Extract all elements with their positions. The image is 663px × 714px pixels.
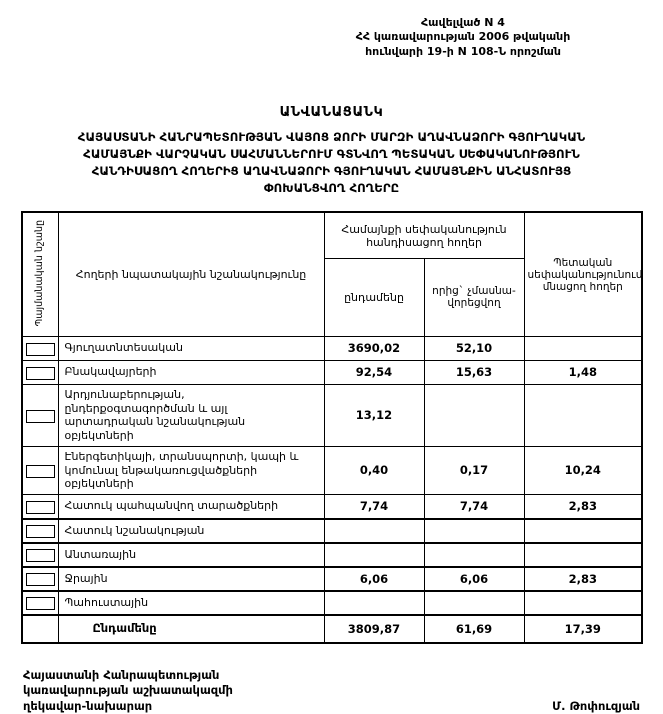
signature-block <box>21 668 642 714</box>
table-row <box>22 519 642 543</box>
value-state <box>524 591 642 615</box>
land-category-label: Ջրային <box>58 567 324 591</box>
column-header-state-property: Պետական սեփականությունում մնացող հողեր <box>524 212 642 336</box>
land-category-label: Բնակավայրերի <box>58 360 324 384</box>
conventional-sign-box <box>26 465 55 478</box>
value-state: 10,24 <box>524 446 642 494</box>
annex-line-1: Հավելված N 4 <box>421 16 505 29</box>
annex-line-2: ՀՀ կառավարության 2006 թվականի <box>355 30 571 44</box>
value-total: 13,12 <box>324 384 424 446</box>
total-value-state: 17,39 <box>524 615 642 643</box>
value-state: 2,83 <box>524 495 642 519</box>
conventional-sign-box <box>26 410 55 423</box>
land-category-label: Պահուստային <box>58 591 324 615</box>
document-subtitle <box>21 129 642 197</box>
conventional-sign-box <box>26 573 55 586</box>
value-nonprivatizable: 7,74 <box>424 495 524 519</box>
value-nonprivatizable <box>424 591 524 615</box>
conventional-sign-box <box>26 343 55 356</box>
land-category-label: Հատուկ պահպանվող տարածքների <box>58 495 324 519</box>
table-row <box>22 384 642 446</box>
value-nonprivatizable <box>424 543 524 567</box>
symbol-cell <box>22 543 58 567</box>
land-category-label: Անտառային <box>58 543 324 567</box>
value-state: 2,83 <box>524 567 642 591</box>
value-total <box>324 519 424 543</box>
conventional-sign-box <box>26 525 55 538</box>
table-row <box>22 360 642 384</box>
signatory-line-3: ղեկավար-նախարար <box>23 698 153 713</box>
symbol-cell <box>22 384 58 446</box>
subtitle-line-1: ՀԱՅԱՍՏԱՆԻ ՀԱՆՐԱՊԵՏՈՒԹՅԱՆ ՎԱՅՈՑ ՁՈՐԻ ՄԱՐԶԻ ԱՂԱՎՆԱՁՈՐԻ ԳՅՈՒՂԱԿԱՆ <box>77 129 586 144</box>
total-value-nonprivatizable: 61,69 <box>424 615 524 643</box>
land-category-label: Գյուղատնտեսական <box>58 336 324 360</box>
value-nonprivatizable: 0,17 <box>424 446 524 494</box>
value-state <box>524 543 642 567</box>
value-nonprivatizable: 52,10 <box>424 336 524 360</box>
table-row <box>22 567 642 591</box>
value-nonprivatizable: 6,06 <box>424 567 524 591</box>
value-total: 7,74 <box>324 495 424 519</box>
signatory-line-1: Հայաստանի Հանրապետության <box>23 667 220 682</box>
value-total: 92,54 <box>324 360 424 384</box>
table-row <box>22 543 642 567</box>
value-total: 6,06 <box>324 567 424 591</box>
value-nonprivatizable <box>424 384 524 446</box>
table-total-row <box>22 615 642 643</box>
subtitle-line-3: ՀԱՆԴԻՍԱՑՈՂ ՀՈՂԵՐԻՑ ԱՂԱՎՆԱՁՈՐԻ ԳՅՈՒՂԱԿԱՆ ՀԱՄԱՅՆՔԻՆ ԱՆՀԱՏՈՒՅՑ <box>91 164 572 179</box>
symbol-header-vertical-text: Պայմանական նշանը <box>33 219 45 327</box>
symbol-cell <box>22 495 58 519</box>
value-state <box>524 384 642 446</box>
document-title: ԱՆՎԱՆԱՑԱՆԿ <box>279 104 384 120</box>
annex-reference <box>298 16 628 59</box>
value-state <box>524 336 642 360</box>
total-value-total: 3809,87 <box>324 615 424 643</box>
conventional-sign-box <box>26 549 55 562</box>
symbol-cell-empty <box>22 615 58 643</box>
symbol-cell <box>22 591 58 615</box>
table-row <box>22 446 642 494</box>
subtitle-line-2: ՀԱՄԱՅՆՔԻ ՎԱՐՉԱԿԱՆ ՍԱՀՄԱՆՆԵՐՈՒՄ ԳՏՆՎՈՂ ՊԵՏԱԿԱՆ ՍԵՓԱԿԱՆՈՒԹՅՈՒՆ <box>83 146 580 161</box>
value-state: 1,48 <box>524 360 642 384</box>
symbol-cell <box>22 567 58 591</box>
value-nonprivatizable: 15,63 <box>424 360 524 384</box>
symbol-cell <box>22 360 58 384</box>
land-category-label: Հատուկ նշանակության <box>58 519 324 543</box>
value-total <box>324 591 424 615</box>
land-category-label: Արդյունաբերության, ընդերքօգտագործման և այլ արտադրական նշանակության օբյեկտների <box>58 384 324 446</box>
land-category-label: Էներգետիկայի, տրանսպորտի, կապի և կոմունալ ենթակառուցվածքների օբյեկտների <box>58 446 324 494</box>
annex-line-3: հունվարի 19-ի N 108-Ն որոշման <box>365 44 561 58</box>
conventional-sign-box <box>26 597 55 610</box>
value-total: 0,40 <box>324 446 424 494</box>
table-row <box>22 495 642 519</box>
column-subheader-nonprivatizable: որից` չմասնա-վորեցվող <box>424 258 524 336</box>
table-row <box>22 336 642 360</box>
subtitle-line-4: ՓՈԽԱՆՑՎՈՂ ՀՈՂԵՐԸ <box>263 181 400 196</box>
symbol-cell <box>22 336 58 360</box>
symbol-cell <box>22 519 58 543</box>
total-label: Ընդամենը <box>58 615 324 643</box>
column-group-community-property: Համայնքի սեփականություն հանդիսացող հողեր <box>324 212 524 258</box>
value-total: 3690,02 <box>324 336 424 360</box>
signatory-name: Մ. Թոփուզյան <box>552 698 640 713</box>
signatory-line-2: կառավարության աշխատակազմի <box>23 683 233 698</box>
column-header-symbol <box>22 212 58 336</box>
value-state <box>524 519 642 543</box>
table-header-row-1 <box>22 212 642 258</box>
land-table <box>21 211 643 643</box>
value-nonprivatizable <box>424 519 524 543</box>
table-row <box>22 591 642 615</box>
column-header-purpose: Հողերի նպատակային նշանակությունը <box>58 212 324 336</box>
value-total <box>324 543 424 567</box>
conventional-sign-box <box>26 501 55 514</box>
conventional-sign-box <box>26 367 55 380</box>
signatory-position <box>23 668 233 714</box>
column-subheader-total: ընդամենը <box>324 258 424 336</box>
symbol-cell <box>22 446 58 494</box>
